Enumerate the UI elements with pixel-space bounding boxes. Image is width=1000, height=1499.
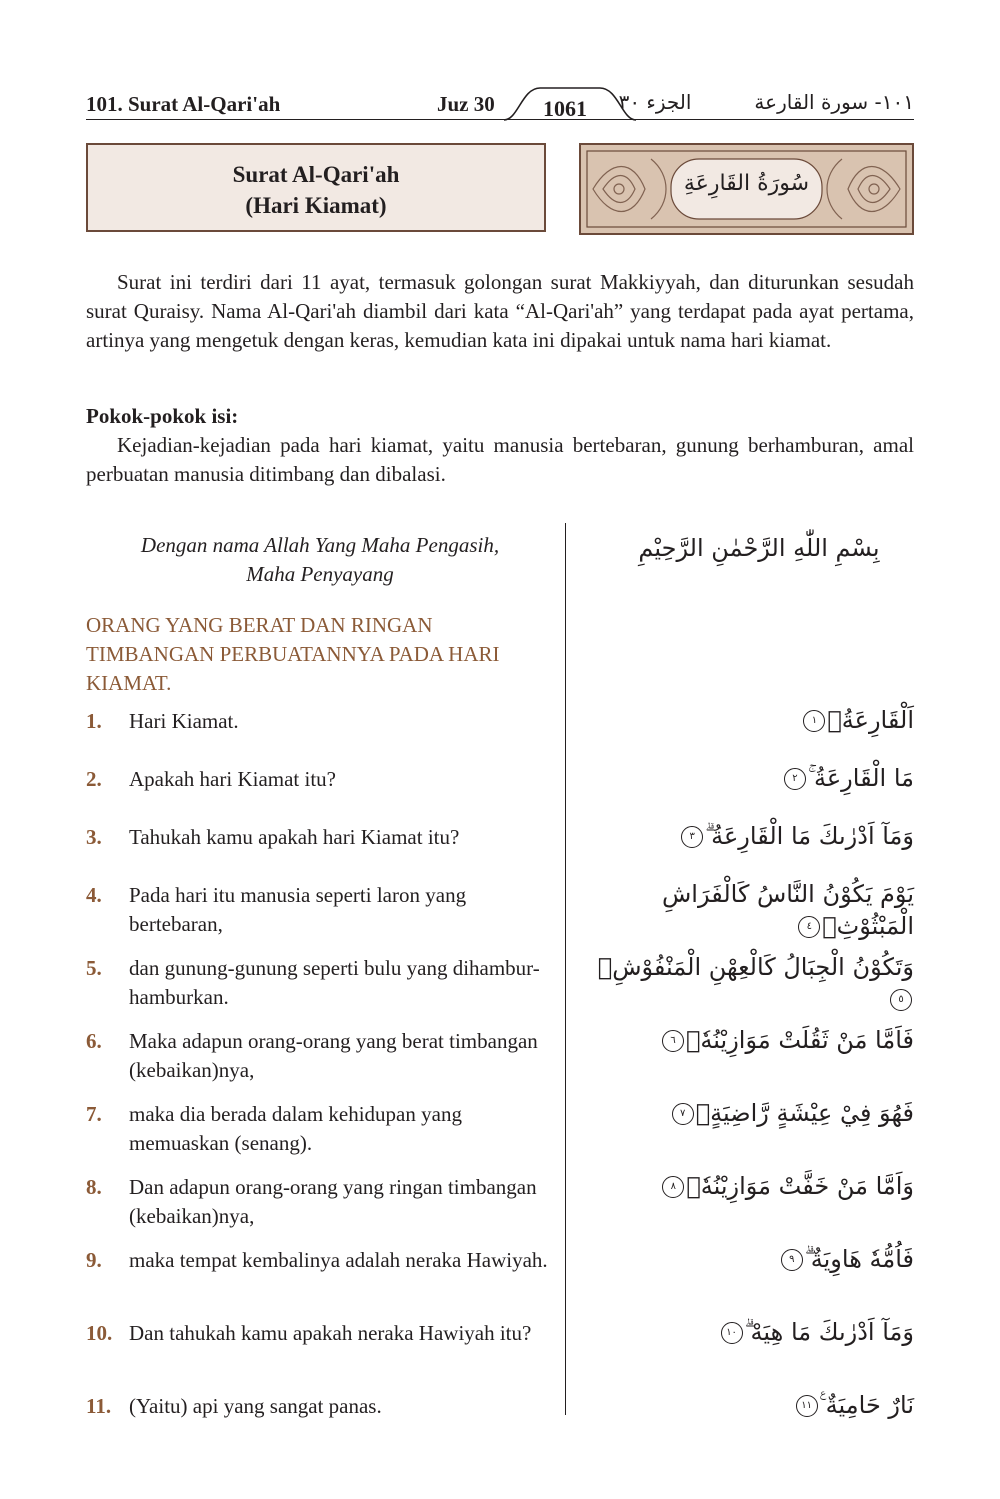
verse-arabic: مَا الْقَارِعَةُ ۚ٢ (584, 762, 914, 794)
intro-paragraph: Surat ini terdiri dari 11 ayat, termasuk golongan surat Makkiyyah, dan diturunkan sesudah surat Quraisy. Nama Al-Qari'ah diambil dari kata “Al-Qari'ah” yang terdapat pada ayat pertama, artinya yang mengetuk dengan keras, kemudian kata ini dipakai untuk nama hari kiamat. (86, 270, 914, 352)
verse-number: 1. (86, 709, 102, 733)
pokok-heading: Pokok-pokok isi: (86, 404, 239, 428)
verse-number: 11. (86, 1394, 112, 1418)
bismillah-arabic: بِسْمِ اللّٰهِ الرَّحْمٰنِ الرَّحِيْمِ (638, 534, 880, 562)
verse-arabic: فَهُوَ فِيْ عِيْشَةٍ رَّاضِيَةٍۗ٧ (584, 1097, 914, 1129)
verse-translation: Hari Kiamat. (129, 709, 239, 733)
header-surah-name: 101. Surat Al-Qari'ah (86, 92, 281, 116)
verse-translation: (Yaitu) api yang sangat panas. (129, 1394, 382, 1418)
verse-arabic: فَاَمَّا مَنْ ثَقُلَتْ مَوَازِيْنُهٗۙ٦ (584, 1024, 914, 1056)
verse-end-marker: ٤ (798, 916, 820, 938)
verse-translation: Dan adapun orang-orang yang ringan timbangan (kebaikan)nya, (129, 1175, 537, 1228)
verse-translation: Pada hari itu manusia seperti laron yang bertebaran, (129, 883, 467, 936)
verse-translation: Dan tahukah kamu apakah neraka Hawiyah itu? (129, 1321, 532, 1345)
verse-number: 2. (86, 767, 102, 791)
verse-number: 4. (86, 883, 102, 907)
verse-end-marker: ٥ (890, 989, 912, 1011)
bismillah-translation: Dengan nama Allah Yang Maha Pengasih, Maha Penyayang (140, 533, 500, 586)
verse-arabic: وَتَكُوْنُ الْجِبَالُ كَالْعِهْنِ الْمَنْفُوْشِۗ٥ (584, 951, 914, 1015)
verse-number: 10. (86, 1321, 113, 1345)
verse-end-marker: ٦ (662, 1030, 684, 1052)
page-number: 1061 (543, 96, 587, 121)
header-juz: Juz 30 (437, 92, 495, 116)
verse-translation: maka tempat kembalinya adalah neraka Hawiyah. (129, 1248, 548, 1272)
verse-number: 5. (86, 956, 102, 980)
header-surah-arabic: ١٠١- سورة القارعة (754, 90, 914, 114)
surah-ornament-box (579, 143, 914, 235)
verse-translation: Tahukah kamu apakah hari Kiamat itu? (129, 825, 460, 849)
verse-arabic: فَاُمُّهٗ هَاوِيَةٌ ۗ٩ (584, 1243, 914, 1275)
verse-end-marker: ١ (803, 710, 825, 732)
verse-translation: dan gunung-gunung seperti bulu yang dihambur-hamburkan. (129, 956, 540, 1009)
surah-title-arabic: سُورَةُ القَارِعَةِ (683, 171, 810, 196)
verse-end-marker: ٧ (672, 1103, 694, 1125)
verse-translation: maka dia berada dalam kehidupan yang memuaskan (senang). (129, 1102, 462, 1155)
verse-number: 9. (86, 1248, 102, 1272)
verse-number: 8. (86, 1175, 102, 1199)
surah-title: Surat Al-Qari'ah (232, 162, 400, 187)
verse-end-marker: ٢ (784, 768, 806, 790)
verse-arabic: وَمَآ اَدْرٰىكَ مَا الْقَارِعَةُ ۗ٣ (584, 820, 914, 852)
verse-end-marker: ٣ (681, 826, 703, 848)
surah-title-box (86, 143, 546, 232)
verse-end-marker: ٨ (662, 1176, 684, 1198)
column-divider (565, 523, 566, 1415)
verse-end-marker: ١٠ (721, 1322, 743, 1344)
verse-translation: Apakah hari Kiamat itu? (129, 767, 337, 791)
verse-arabic: اَلْقَارِعَةُۙ١ (584, 704, 914, 736)
surah-subtitle: (Hari Kiamat) (245, 193, 387, 218)
verse-arabic: وَمَآ اَدْرٰىكَ مَا هِيَهْ ۗ١٠ (584, 1316, 914, 1348)
verse-number: 3. (86, 825, 102, 849)
verse-number: 6. (86, 1029, 102, 1053)
verse-arabic: نَارٌ حَامِيَةٌ ࣖ١١ (584, 1389, 914, 1421)
verse-end-marker: ٩ (781, 1249, 803, 1271)
header-juz-arabic: الجزء ٣٠ (618, 90, 692, 114)
verse-arabic: وَاَمَّا مَنْ خَفَّتْ مَوَازِيْنُهٗۙ٨ (584, 1170, 914, 1202)
pokok-text: Kejadian-kejadian pada hari kiamat, yaitu manusia bertebaran, gunung berhamburan, amal perbuatan manusia ditimbang dan dibalasi. (86, 433, 914, 486)
verse-number: 7. (86, 1102, 102, 1126)
verse-arabic: يَوْمَ يَكُوْنُ النَّاسُ كَالْفَرَاشِ الْمَبْثُوْثِۙ٤ (661, 880, 914, 940)
verse-end-marker: ١١ (796, 1395, 818, 1417)
section-heading: ORANG YANG BERAT DAN RINGAN TIMBANGAN PERBUATANNYA PADA HARI KIAMAT. (86, 613, 500, 695)
verse-translation: Maka adapun orang-orang yang berat timbangan (kebaikan)nya, (129, 1029, 538, 1082)
header-rule (86, 119, 914, 120)
